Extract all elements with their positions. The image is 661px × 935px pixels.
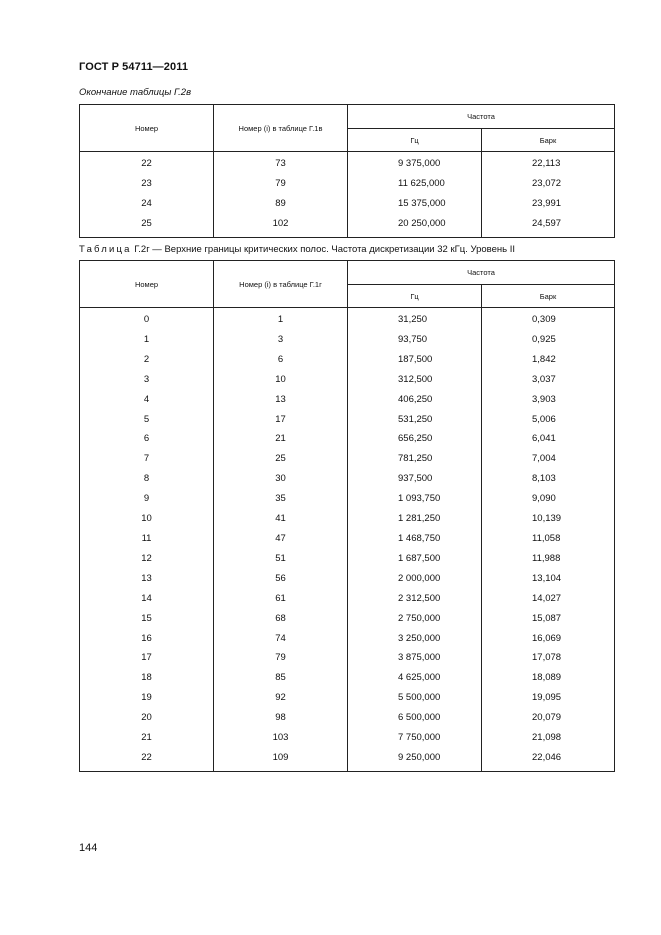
cell-number: 11 [80, 529, 214, 549]
table-row [80, 688, 615, 708]
table2-caption-label: Таблица [79, 244, 132, 255]
cell-frequency-bark: 17,078 [482, 648, 615, 668]
cell-index: 1 [214, 308, 348, 330]
cell-frequency-hz: 937,500 [348, 469, 482, 489]
cell-number: 1 [80, 330, 214, 350]
cell-frequency-hz: 2 312,500 [348, 589, 482, 609]
cell-frequency-hz: 31,250 [348, 308, 482, 330]
cell-index: 98 [214, 708, 348, 728]
cell-frequency-hz: 3 875,000 [348, 648, 482, 668]
cell-frequency-bark: 11,988 [482, 549, 615, 569]
table-row [80, 748, 615, 771]
cell-frequency-hz: 20 250,000 [348, 214, 482, 237]
table-row [80, 668, 615, 688]
cell-index: 85 [214, 668, 348, 688]
cell-index: 102 [214, 214, 348, 237]
cell-index: 61 [214, 589, 348, 609]
table-row [80, 648, 615, 668]
table1-body [80, 152, 615, 238]
cell-number: 20 [80, 708, 214, 728]
cell-number: 0 [80, 308, 214, 330]
cell-number: 7 [80, 449, 214, 469]
cell-number: 22 [80, 748, 214, 771]
cell-frequency-bark: 3,037 [482, 370, 615, 390]
cell-index: 25 [214, 449, 348, 469]
table-row [80, 589, 615, 609]
table-row [80, 152, 615, 174]
table2-caption [79, 244, 515, 255]
cell-frequency-bark: 8,103 [482, 469, 615, 489]
cell-number: 13 [80, 569, 214, 589]
cell-number: 19 [80, 688, 214, 708]
cell-frequency-hz: 1 093,750 [348, 489, 482, 509]
table-row [80, 629, 615, 649]
cell-frequency-bark: 1,842 [482, 350, 615, 370]
document-title: ГОСТ Р 54711—2011 [79, 61, 189, 73]
table-g2g [79, 260, 615, 772]
cell-index: 89 [214, 194, 348, 214]
cell-frequency-hz: 15 375,000 [348, 194, 482, 214]
cell-frequency-hz: 1 468,750 [348, 529, 482, 549]
table-row [80, 308, 615, 330]
cell-number: 14 [80, 589, 214, 609]
cell-index: 103 [214, 728, 348, 748]
cell-frequency-bark: 23,991 [482, 194, 615, 214]
table-row [80, 410, 615, 430]
cell-number: 16 [80, 629, 214, 649]
cell-frequency-hz: 781,250 [348, 449, 482, 469]
cell-frequency-bark: 15,087 [482, 609, 615, 629]
table-row [80, 708, 615, 728]
cell-frequency-bark: 13,104 [482, 569, 615, 589]
column-header-frequency: Частота [348, 261, 615, 285]
cell-frequency-bark: 0,309 [482, 308, 615, 330]
table-row [80, 174, 615, 194]
cell-number: 25 [80, 214, 214, 237]
cell-frequency-bark: 18,089 [482, 668, 615, 688]
cell-number: 12 [80, 549, 214, 569]
cell-number: 2 [80, 350, 214, 370]
cell-number: 5 [80, 410, 214, 430]
table-row [80, 529, 615, 549]
cell-frequency-bark: 11,058 [482, 529, 615, 549]
cell-number: 23 [80, 174, 214, 194]
cell-index: 56 [214, 569, 348, 589]
cell-index: 35 [214, 489, 348, 509]
cell-frequency-bark: 24,597 [482, 214, 615, 237]
cell-number: 22 [80, 152, 214, 174]
cell-frequency-bark: 19,095 [482, 688, 615, 708]
cell-index: 41 [214, 509, 348, 529]
cell-frequency-bark: 23,072 [482, 174, 615, 194]
cell-frequency-bark: 0,925 [482, 330, 615, 350]
cell-index: 10 [214, 370, 348, 390]
cell-number: 18 [80, 668, 214, 688]
cell-index: 13 [214, 390, 348, 410]
table2-body [80, 308, 615, 772]
cell-frequency-bark: 3,903 [482, 390, 615, 410]
cell-index: 73 [214, 152, 348, 174]
cell-frequency-hz: 6 500,000 [348, 708, 482, 728]
cell-index: 6 [214, 350, 348, 370]
cell-index: 17 [214, 410, 348, 430]
cell-number: 8 [80, 469, 214, 489]
table-row [80, 569, 615, 589]
table-row [80, 429, 615, 449]
cell-frequency-bark: 10,139 [482, 509, 615, 529]
table2-caption-text: Г.2г — Верхние границы критических полос. Частота дискретизации 32 кГц. Уровень II [131, 244, 515, 255]
table-row [80, 489, 615, 509]
table-row [80, 469, 615, 489]
cell-frequency-hz: 93,750 [348, 330, 482, 350]
column-header-number: Номер [80, 105, 214, 152]
cell-index: 79 [214, 174, 348, 194]
cell-frequency-bark: 7,004 [482, 449, 615, 469]
cell-index: 21 [214, 429, 348, 449]
cell-frequency-bark: 6,041 [482, 429, 615, 449]
table-row [80, 390, 615, 410]
cell-frequency-hz: 11 625,000 [348, 174, 482, 194]
cell-frequency-hz: 7 750,000 [348, 728, 482, 748]
cell-index: 74 [214, 629, 348, 649]
cell-number: 4 [80, 390, 214, 410]
cell-number: 10 [80, 509, 214, 529]
cell-number: 15 [80, 609, 214, 629]
cell-frequency-bark: 9,090 [482, 489, 615, 509]
column-header-frequency: Частота [348, 105, 615, 129]
cell-index: 109 [214, 748, 348, 771]
cell-index: 47 [214, 529, 348, 549]
cell-index: 30 [214, 469, 348, 489]
cell-frequency-hz: 5 500,000 [348, 688, 482, 708]
cell-number: 6 [80, 429, 214, 449]
table-row [80, 214, 615, 237]
cell-frequency-hz: 656,250 [348, 429, 482, 449]
column-header-bark: Барк [482, 129, 615, 152]
table-row [80, 728, 615, 748]
cell-index: 51 [214, 549, 348, 569]
cell-frequency-hz: 3 250,000 [348, 629, 482, 649]
cell-frequency-hz: 2 000,000 [348, 569, 482, 589]
column-header-hz: Гц [348, 129, 482, 152]
cell-frequency-hz: 1 281,250 [348, 509, 482, 529]
cell-frequency-bark: 22,113 [482, 152, 615, 174]
column-header-bark: Барк [482, 285, 615, 308]
page-number: 144 [79, 842, 98, 854]
cell-index: 79 [214, 648, 348, 668]
cell-frequency-hz: 187,500 [348, 350, 482, 370]
cell-number: 9 [80, 489, 214, 509]
column-header-hz: Гц [348, 285, 482, 308]
table-row [80, 350, 615, 370]
table1-caption: Окончание таблицы Г.2в [79, 87, 192, 98]
cell-frequency-bark: 20,079 [482, 708, 615, 728]
cell-number: 21 [80, 728, 214, 748]
cell-frequency-hz: 1 687,500 [348, 549, 482, 569]
table-row [80, 449, 615, 469]
cell-frequency-bark: 21,098 [482, 728, 615, 748]
table-row [80, 330, 615, 350]
table-row [80, 609, 615, 629]
cell-frequency-bark: 22,046 [482, 748, 615, 771]
table-g2v-continuation [79, 104, 615, 238]
cell-frequency-hz: 312,500 [348, 370, 482, 390]
cell-number: 3 [80, 370, 214, 390]
cell-frequency-hz: 9 375,000 [348, 152, 482, 174]
cell-index: 68 [214, 609, 348, 629]
cell-frequency-hz: 4 625,000 [348, 668, 482, 688]
table-row [80, 509, 615, 529]
column-header-index: Номер (i) в таблице Г.1г [214, 261, 348, 308]
column-header-number: Номер [80, 261, 214, 308]
cell-frequency-bark: 14,027 [482, 589, 615, 609]
cell-frequency-hz: 531,250 [348, 410, 482, 430]
cell-frequency-hz: 9 250,000 [348, 748, 482, 771]
cell-frequency-hz: 2 750,000 [348, 609, 482, 629]
cell-number: 24 [80, 194, 214, 214]
cell-frequency-hz: 406,250 [348, 390, 482, 410]
cell-index: 3 [214, 330, 348, 350]
table-row [80, 194, 615, 214]
cell-number: 17 [80, 648, 214, 668]
cell-frequency-bark: 16,069 [482, 629, 615, 649]
table-row [80, 370, 615, 390]
table-row [80, 549, 615, 569]
cell-frequency-bark: 5,006 [482, 410, 615, 430]
cell-index: 92 [214, 688, 348, 708]
column-header-index: Номер (i) в таблице Г.1в [214, 105, 348, 152]
